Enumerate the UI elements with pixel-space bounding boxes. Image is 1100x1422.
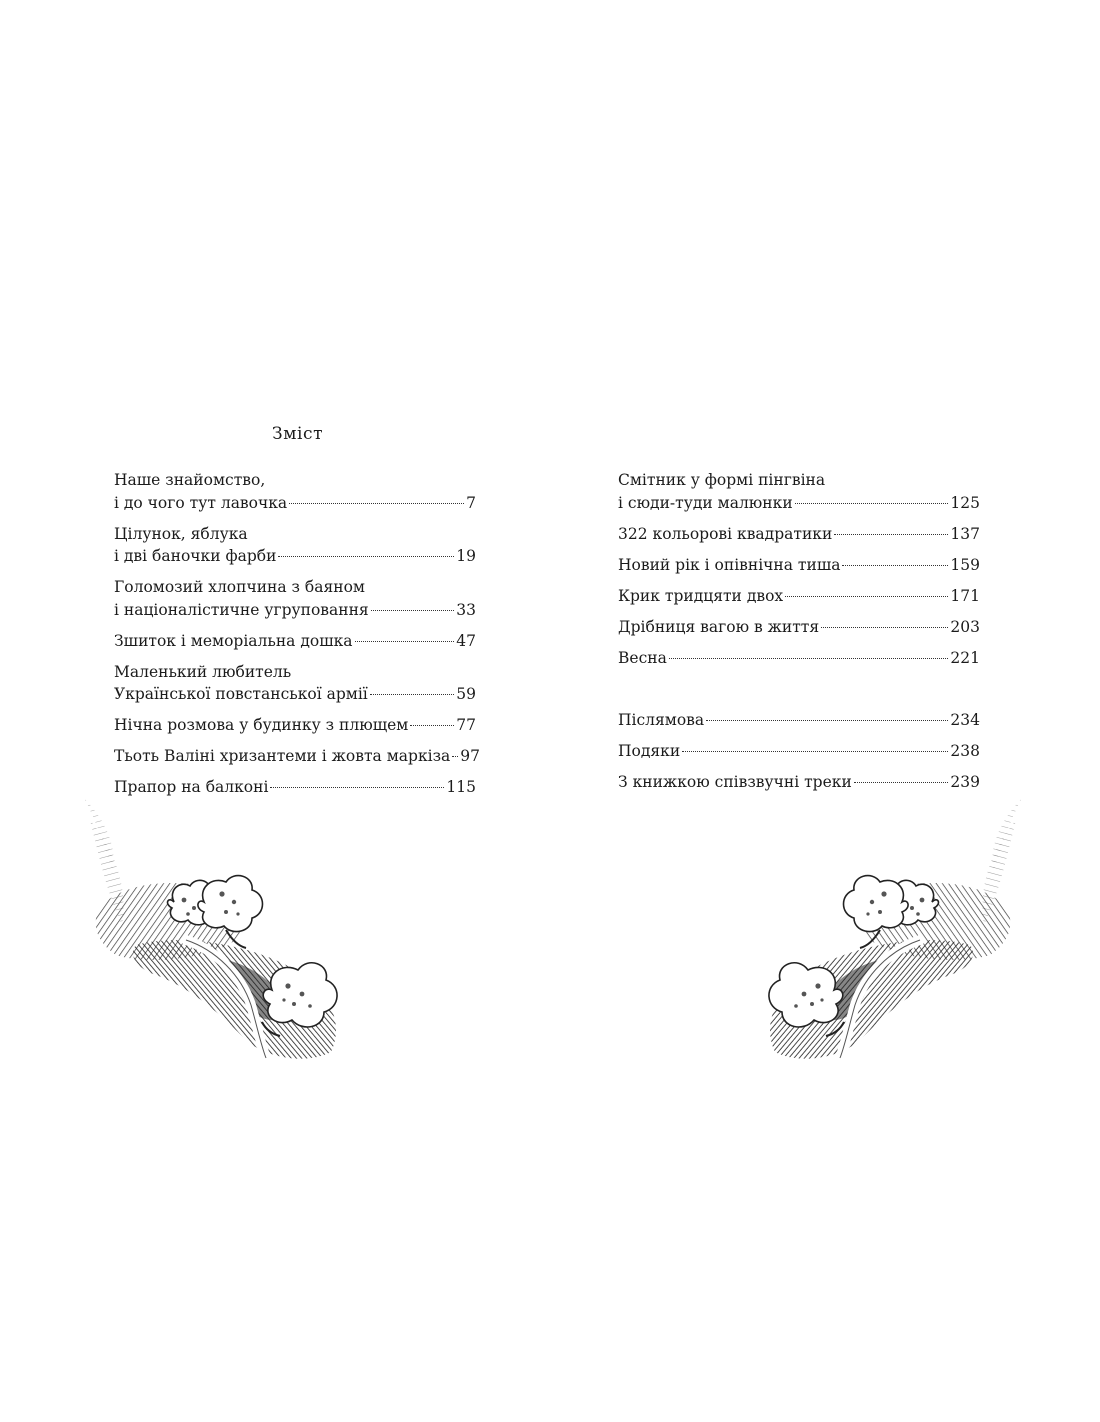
toc-entry-page: 77 [456, 716, 476, 734]
dot-leader [821, 627, 948, 628]
flowering-branch-illustration [76, 790, 368, 1065]
toc-entry-title-line1: Цілунок, яблука [114, 524, 248, 543]
toc-entry-title-line1: Голомозий хлопчина з баяном [114, 578, 365, 596]
dot-leader [452, 756, 458, 757]
toc-entry-page: 7 [466, 493, 476, 512]
toc-entry-page: 19 [456, 547, 476, 565]
toc-entry[interactable] [618, 709, 980, 732]
dot-leader [278, 556, 454, 557]
toc-entry[interactable] [114, 745, 481, 768]
toc-title: Зміст [272, 424, 324, 444]
toc-entry-title: 322 кольорові квадратики [618, 524, 833, 543]
dot-leader [289, 503, 464, 504]
toc-entry[interactable] [114, 523, 476, 568]
section-gap [618, 678, 980, 709]
toc-entry-page: 221 [950, 648, 980, 667]
toc-entry-title-line2: Української повстанської армії [114, 685, 368, 703]
toc-entry-page: 239 [950, 772, 980, 791]
toc-entry-title: Новий рік і опівнічна тиша [618, 555, 841, 574]
toc-entry-page: 125 [950, 493, 980, 512]
toc-entry-title: Зшиток і меморіальна дошка [114, 631, 353, 650]
toc-entry-title: З книжкою співзвучні треки [618, 772, 852, 791]
toc-entry-title-line2: і сюди-туди малюнки [618, 493, 793, 512]
toc-right-column [618, 469, 980, 802]
dot-leader [785, 596, 948, 597]
toc-entry-page: 203 [950, 617, 980, 636]
dot-leader [669, 658, 949, 659]
toc-entry-page: 238 [950, 741, 980, 760]
toc-entry-page: 115 [446, 778, 476, 796]
toc-entry[interactable] [618, 554, 980, 577]
dot-leader [706, 720, 948, 721]
toc-entry[interactable] [114, 630, 476, 653]
toc-entry-page: 137 [950, 524, 980, 543]
toc-entry[interactable] [618, 585, 980, 608]
toc-entry[interactable] [618, 523, 980, 546]
dot-leader [371, 610, 455, 611]
toc-entry[interactable] [114, 661, 476, 706]
toc-entry[interactable] [114, 714, 476, 737]
toc-entry[interactable] [114, 576, 476, 621]
toc-entry-title-line1: Наше знайомство, [114, 471, 266, 489]
dot-leader [854, 782, 949, 783]
toc-entry-page: 59 [456, 685, 476, 703]
dot-leader [842, 565, 948, 566]
toc-entry-page: 33 [456, 600, 476, 619]
toc-entry-page: 159 [950, 555, 980, 574]
toc-left-column [114, 469, 481, 807]
toc-entry-title: Подяки [618, 741, 681, 760]
dot-leader [355, 641, 455, 642]
toc-entry-title: Нічна розмова у будинку з плющем [114, 716, 409, 734]
toc-entry-title-line1: Маленький любитель [114, 662, 292, 681]
toc-entry[interactable] [618, 469, 980, 514]
toc-entry-title-line2: і дві баночки фарби [114, 547, 277, 565]
toc-entry-title: Дрібниця вагою в життя [618, 617, 820, 636]
dot-leader [370, 694, 455, 695]
toc-entry-page: 234 [950, 710, 980, 729]
toc-entry-title: Крик тридцяти двох [618, 586, 784, 605]
toc-entry-title-line2: і до чого тут лавочка [114, 493, 288, 512]
toc-entry[interactable] [618, 616, 980, 639]
toc-entry-title-line1: Смітник у формі пінгвіна [618, 471, 826, 489]
dot-leader [795, 503, 949, 504]
dot-leader [270, 787, 444, 788]
dot-leader [410, 725, 454, 726]
toc-entry[interactable] [618, 740, 980, 763]
toc-entry-page: 171 [950, 586, 980, 605]
dot-leader [834, 534, 948, 535]
toc-entry[interactable] [618, 647, 980, 670]
toc-entry-page: 47 [456, 631, 476, 650]
toc-entry-title: Тьоть Валіні хризантеми і жовта маркіза [114, 747, 451, 765]
dot-leader [682, 751, 948, 752]
toc-entry-title: Весна [618, 648, 667, 667]
flowering-branch-illustration-mirrored [738, 790, 1030, 1065]
toc-entry-title: Прапор на балконі [114, 778, 269, 796]
toc-entry-page: 97 [460, 747, 481, 765]
toc-entry-title-line2: і націоналістичне угруповання [114, 600, 369, 619]
toc-entry[interactable] [114, 469, 476, 514]
toc-entry-title: Післямова [618, 710, 705, 729]
